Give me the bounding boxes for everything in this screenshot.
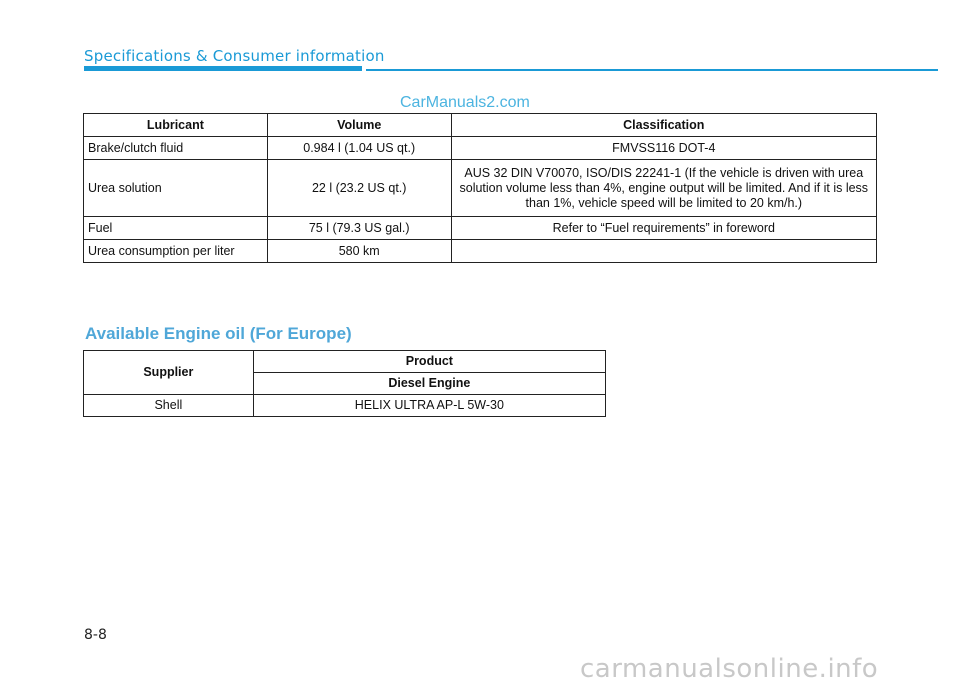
- header-diesel-engine: Diesel Engine: [253, 373, 605, 395]
- table-row: [84, 395, 606, 417]
- table-header-row: [84, 114, 877, 137]
- header-supplier: Supplier: [84, 351, 254, 395]
- cell-product: HELIX ULTRA AP-L 5W-30: [253, 395, 605, 417]
- cell-classification: Refer to “Fuel requirements” in foreword: [451, 217, 876, 240]
- table-row: [84, 160, 877, 217]
- cell-classification: AUS 32 DIN V70070, ISO/DIS 22241-1 (If the vehicle is driven with urea solution volume less than 4%, engine output will be limited. And if it is less than 1%, vehicle speed will be limited to 20 km/h.): [451, 160, 876, 217]
- cell-lubricant: Fuel: [84, 217, 268, 240]
- cell-volume: 75 l (79.3 US gal.): [267, 217, 451, 240]
- cell-classification: [451, 240, 876, 263]
- header-volume: Volume: [267, 114, 451, 137]
- cell-lubricant: Brake/clutch fluid: [84, 137, 268, 160]
- cell-volume: 22 l (23.2 US qt.): [267, 160, 451, 217]
- table-row: [84, 217, 877, 240]
- cell-lubricant: Urea solution: [84, 160, 268, 217]
- cell-lubricant: Urea consumption per liter: [84, 240, 268, 263]
- header-classification: Classification: [451, 114, 876, 137]
- table-row: [84, 137, 877, 160]
- table-row: [84, 240, 877, 263]
- watermark-link[interactable]: CarManuals2.com: [400, 94, 530, 111]
- section-header-title: Specifications & Consumer information: [84, 47, 385, 65]
- cell-volume: 0.984 l (1.04 US qt.): [267, 137, 451, 160]
- page-number: 8-8: [84, 627, 107, 643]
- table-header-row: [84, 351, 606, 373]
- engine-oil-table: [83, 350, 606, 417]
- header-product: Product: [253, 351, 605, 373]
- cell-classification: FMVSS116 DOT-4: [451, 137, 876, 160]
- lubricant-table: [83, 113, 877, 263]
- engine-oil-section-title: Available Engine oil (For Europe): [85, 324, 352, 343]
- header-rule-thick: [84, 66, 362, 71]
- header-lubricant: Lubricant: [84, 114, 268, 137]
- footer-site-watermark: carmanualsonline.info: [580, 654, 879, 684]
- header-rule-thin: [366, 69, 938, 71]
- cell-volume: 580 km: [267, 240, 451, 263]
- cell-supplier: Shell: [84, 395, 254, 417]
